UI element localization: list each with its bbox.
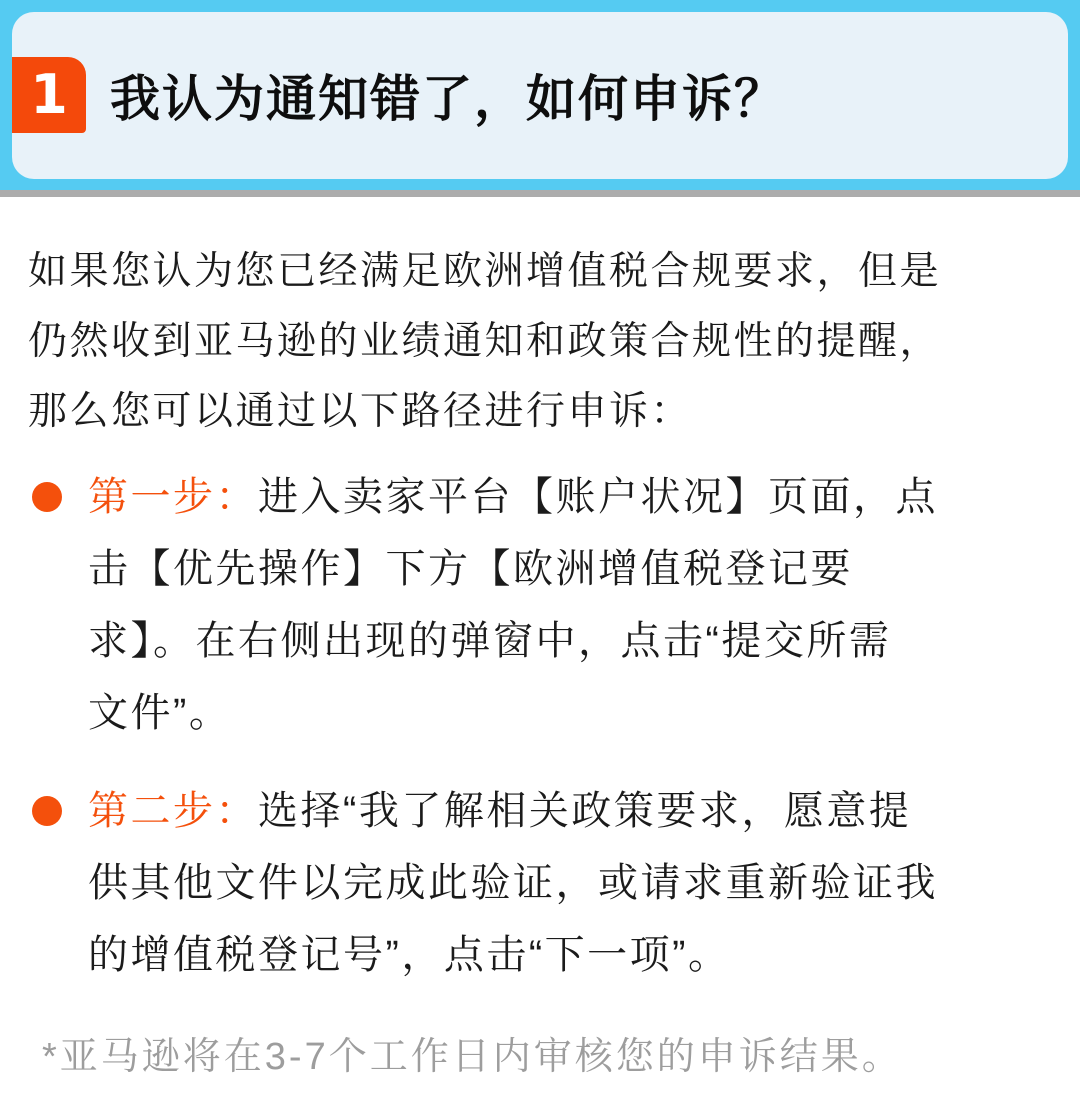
step2-line: 的增值税登记号”，点击“下一项”。	[88, 933, 731, 977]
step1-line	[88, 461, 1064, 533]
step-number: 1	[30, 63, 68, 126]
step1-line: 击【优先操作】下方【欧洲增值税登记要	[88, 547, 853, 591]
paragraph-line: 那么您可以通过以下路径进行申诉：	[28, 390, 693, 433]
footnote: *亚马逊将在3-7个工作日内审核您的申诉结果。	[42, 1036, 903, 1078]
step1-line: 文件”。	[88, 691, 232, 735]
paragraph-line: 仍然收到亚马逊的业绩通知和政策合规性的提醒，	[28, 320, 942, 363]
bullet-dot-icon	[32, 796, 62, 826]
header-shadow-divider	[0, 190, 1080, 197]
step2-label: 第二步：	[88, 789, 258, 833]
steps-list	[0, 461, 1080, 991]
step2-text: 选择“我了解相关政策要求，愿意提	[258, 789, 912, 833]
header-band	[0, 0, 1080, 190]
step2-line	[88, 775, 1064, 847]
step1-label: 第一步：	[88, 475, 258, 519]
step1-text: 进入卖家平台【账户状况】页面，点	[258, 475, 938, 519]
section-title: 我认为通知错了，如何申诉？	[110, 71, 786, 127]
step2-line: 供其他文件以完成此验证，或请求重新验证我	[88, 861, 938, 905]
paragraph-line: 如果您认为您已经满足欧洲增值税合规要求，但是	[28, 250, 942, 293]
bullet-dot-icon	[32, 482, 62, 512]
step1-line: 求】。在右侧出现的弹窗中，点击“提交所需	[88, 619, 892, 663]
intro-paragraph	[28, 237, 1060, 447]
list-item-step1	[0, 461, 1064, 749]
list-item-step2	[0, 775, 1064, 991]
step-number-badge	[12, 57, 86, 133]
